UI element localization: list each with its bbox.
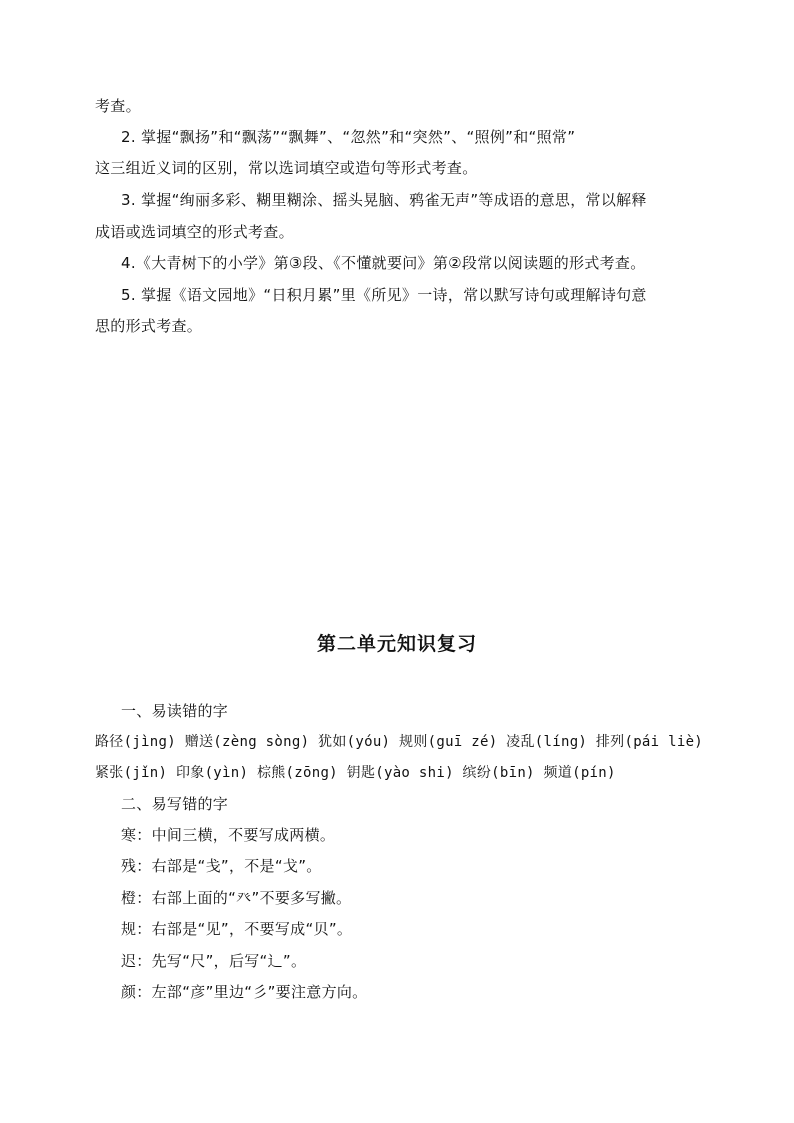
paragraph-line-4: 3. 掌握“绚丽多彩、糊里糊涂、摇头晃脑、鸦雀无声”等成语的意思，常以解释 [121, 191, 647, 209]
paragraph-line-5: 成语或选词填空的形式考查。 [95, 223, 294, 241]
unit-title: 第二单元知识复习 [316, 633, 477, 655]
paragraph-line-3: 这三组近义词的区别，常以选词填空或造句等形式考查。 [95, 159, 478, 177]
paragraph-line-2: 2. 掌握“飘扬”和“飘荡”“飘舞”、“忽然”和“突然”、“照例”和“照常” [121, 128, 576, 146]
section-heading-misread: 一、易读错的字 [121, 702, 229, 720]
list-item: 颜：左部“彦”里边“彡”要注意方向。 [121, 983, 368, 1001]
paragraph-line-7: 5. 掌握《语文园地》“日积月累”里《所见》一诗，常以默写诗句或理解诗句意 [121, 286, 647, 304]
list-item: 寒：中间三横，不要写成两横。 [121, 826, 336, 844]
section-heading-miswritten: 二、易写错的字 [121, 795, 229, 813]
list-item: 橙：右部上面的“癶”不要多写撇。 [121, 889, 352, 907]
paragraph-line-6: 4.《大青树下的小学》第③段、《不懂就要问》第②段常以阅读题的形式考查。 [121, 254, 646, 272]
pinyin-row-2: 紧张(jǐn) 印象(yìn) 棕熊(zōng) 钥匙(yào shi) 缤纷(bīn) 频道(pín) [95, 765, 616, 781]
list-item: 残：右部是“戋”，不是“戈”。 [121, 857, 322, 875]
paragraph-line-1: 考查。 [95, 97, 141, 115]
paragraph-line-8: 思的形式考查。 [95, 317, 203, 335]
list-item: 迟：先写“尺”，后写“辶”。 [121, 952, 307, 970]
pinyin-row-1: 路径(jìng) 赠送(zèng sòng) 犹如(yóu) 规则(guī zé) 凌乱(líng) 排列(pái liè) [95, 734, 704, 750]
list-item: 规：右部是“见”，不要写成“贝”。 [121, 920, 353, 938]
